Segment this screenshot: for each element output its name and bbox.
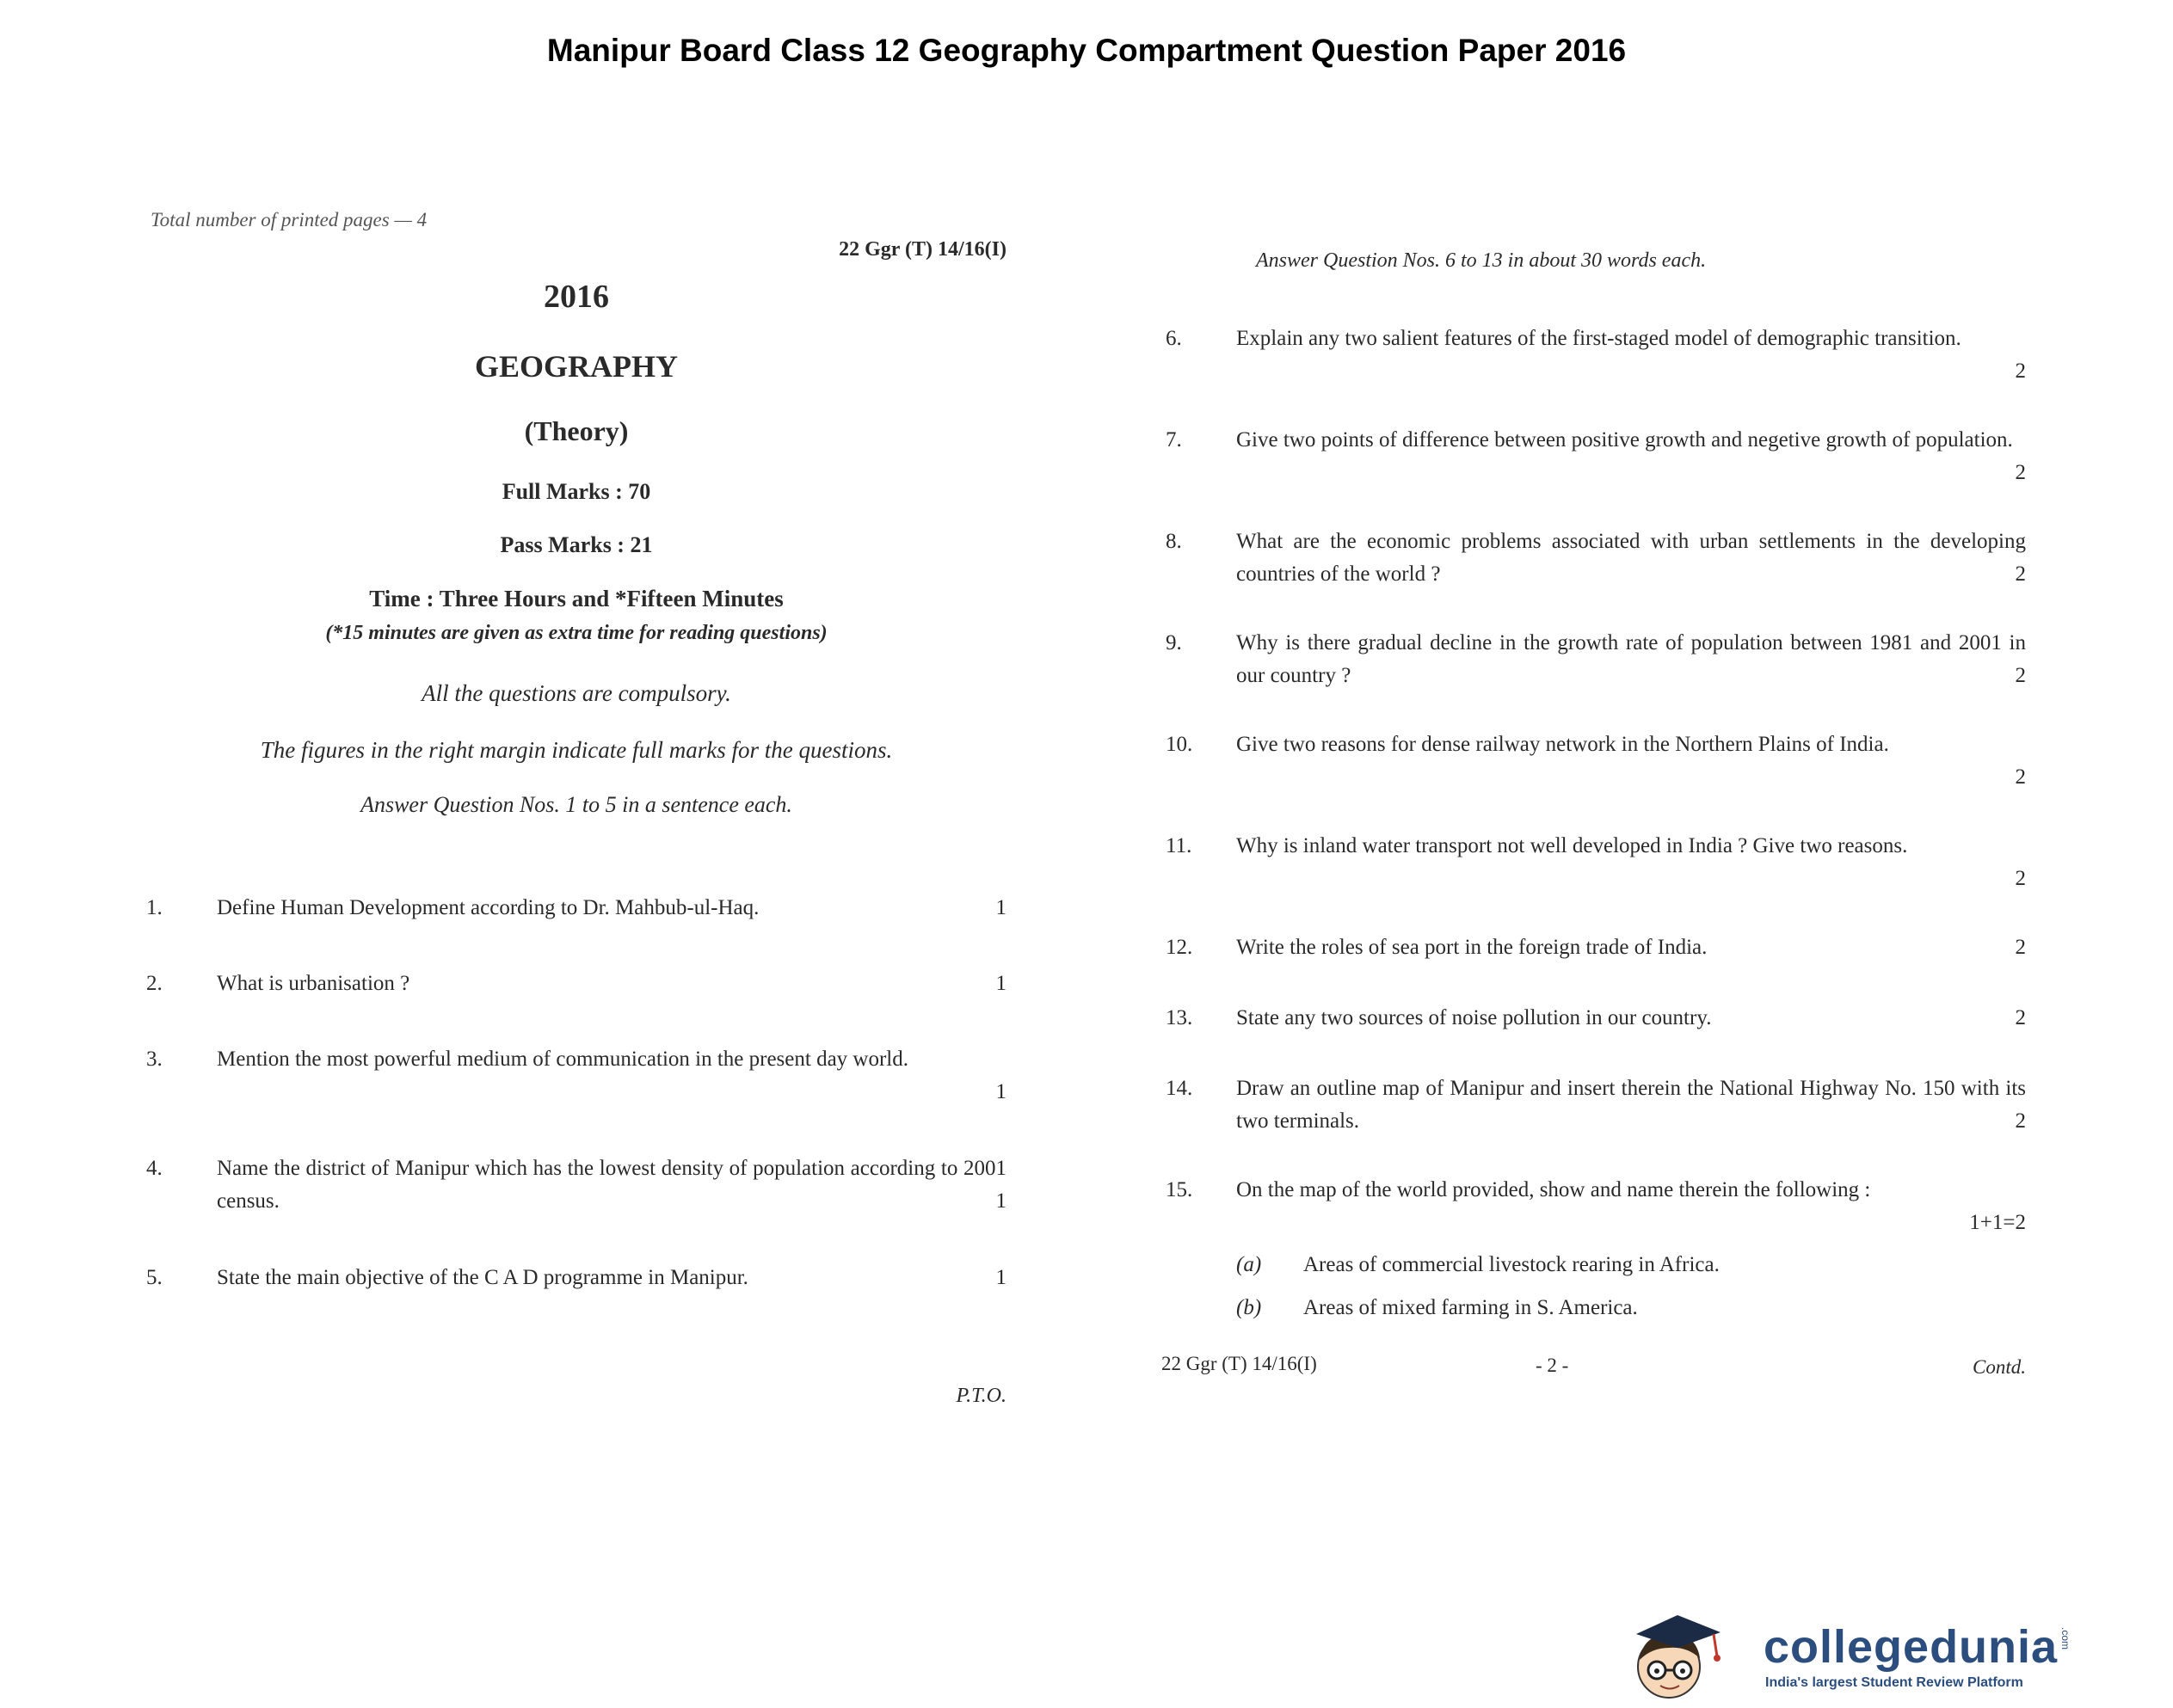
question-number: 2.	[146, 972, 163, 995]
question-text: Name the district of Manipur which has the lowest density of population according to 2001 census.	[217, 1157, 1006, 1213]
question-number: 5.	[146, 1266, 163, 1289]
question-number: 11.	[1166, 834, 1192, 857]
instruction-section-1: Answer Question Nos. 1 to 5 in a sentence each.	[360, 792, 792, 817]
question-text: Draw an outline map of Manipur and insert therein the National Highway No. 150 with its two terminals.	[1236, 1077, 2026, 1133]
question-number: 6.	[1166, 327, 1182, 350]
question-text: What are the economic problems associated with urban settlements in the developing countries of the world ?	[1236, 530, 2026, 586]
question-number: 4.	[146, 1157, 163, 1180]
time-note: (*15 minutes are given as extra time for reading questions)	[325, 622, 828, 644]
question-text: State any two sources of noise pollution in our country.	[1236, 1006, 1712, 1029]
paper-type: (Theory)	[524, 415, 629, 446]
question-text: Give two reasons for dense railway network in the Northern Plains of India.	[1236, 733, 1889, 756]
document-banner-title: Manipur Board Class 12 Geography Compartment Question Paper 2016	[546, 33, 1627, 68]
question-marks: 1	[995, 896, 1006, 919]
question-marks: 1	[995, 1189, 1006, 1213]
question-marks: 2	[2015, 1109, 2026, 1133]
question-text: State the main objective of the C A D programme in Manipur.	[217, 1266, 748, 1289]
question-marks: 2	[2015, 461, 2026, 484]
footer-page-number: - 2 -	[1536, 1355, 1569, 1376]
total-pages-note: Total number of printed pages — 4	[151, 209, 428, 230]
question-marks: 2	[2015, 664, 2026, 687]
question-number: 8.	[1166, 530, 1182, 553]
collegedunia-logo	[1617, 1608, 2168, 1703]
question-text: Write the roles of sea port in the foreign trade of India.	[1236, 936, 1708, 959]
question-marks: 1	[995, 1080, 1006, 1103]
question-number: 12.	[1166, 936, 1193, 959]
instruction-marks: The figures in the right margin indicate full marks for the questions.	[260, 737, 893, 763]
paper-code: 22 Ggr (T) 14/16(I)	[839, 238, 1006, 261]
question-marks: 1	[995, 972, 1006, 995]
question-number: 1.	[146, 896, 163, 919]
pto-note: P.T.O.	[956, 1385, 1006, 1407]
instruction-section-2: Answer Question Nos. 6 to 13 in about 30 words each.	[1256, 249, 1707, 272]
question-text: On the map of the world provided, show and name therein the following :	[1236, 1178, 1871, 1201]
question-text: What is urbanisation ?	[217, 972, 410, 995]
question-number: 10.	[1166, 733, 1193, 756]
subquestion-text: Areas of mixed farming in S. America.	[1303, 1296, 1638, 1319]
subquestion-text: Areas of commercial livestock rearing in Africa.	[1303, 1253, 1720, 1276]
question-text: Why is there gradual decline in the growth rate of population between 1981 and 2001 in our country ?	[1236, 631, 2026, 687]
question-marks: 2	[2015, 765, 2026, 789]
question-marks: 2	[2015, 936, 2026, 959]
question-marks: 2	[2015, 562, 2026, 586]
exam-year: 2016	[544, 279, 609, 315]
question-marks: 1	[995, 1266, 1006, 1289]
question-text: Give two points of difference between positive growth and negetive growth of population.	[1236, 428, 2013, 452]
question-number: 14.	[1166, 1077, 1193, 1100]
left-page	[146, 194, 1006, 1423]
subquestion-label: (b)	[1236, 1296, 1262, 1319]
footer-code: 22 Ggr (T) 14/16(I)	[1161, 1353, 1317, 1374]
question-marks: 2	[2015, 867, 2026, 890]
exam-time: Time : Three Hours and *Fifteen Minutes	[369, 586, 784, 611]
mascot-icon	[1617, 1608, 1746, 1703]
pass-marks: Pass Marks : 21	[500, 532, 653, 557]
instruction-compulsory: All the questions are compulsory.	[422, 680, 731, 706]
logo-domain-suffix: .com	[2059, 1627, 2071, 1650]
question-text: Mention the most powerful medium of communication in the present day world.	[217, 1048, 909, 1071]
question-number: 15.	[1166, 1178, 1193, 1201]
question-marks: 1+1=2	[1969, 1211, 2026, 1234]
question-number: 13.	[1166, 1006, 1193, 1029]
question-text: Define Human Development according to Dr. Mahbub-ul-Haq.	[217, 896, 760, 919]
question-number: 9.	[1166, 631, 1182, 654]
subject-title: GEOGRAPHY	[474, 349, 678, 384]
logo-tagline: India's largest Student Review Platform	[1765, 1675, 2023, 1690]
question-text: Explain any two salient features of the first-staged model of demographic transition.	[1236, 327, 1961, 350]
logo-wordmark: collegedunia	[1764, 1621, 2059, 1673]
question-marks: 2	[2015, 359, 2026, 383]
question-number: 3.	[146, 1048, 163, 1071]
full-marks: Full Marks : 70	[502, 479, 651, 504]
footer-continued: Contd.	[1973, 1356, 2026, 1378]
question-marks: 2	[2015, 1006, 2026, 1029]
subquestion-label: (a)	[1236, 1253, 1262, 1276]
right-page	[1161, 194, 2026, 1423]
question-number: 7.	[1166, 428, 1182, 452]
question-text: Why is inland water transport not well developed in India ? Give two reasons.	[1236, 834, 1908, 857]
